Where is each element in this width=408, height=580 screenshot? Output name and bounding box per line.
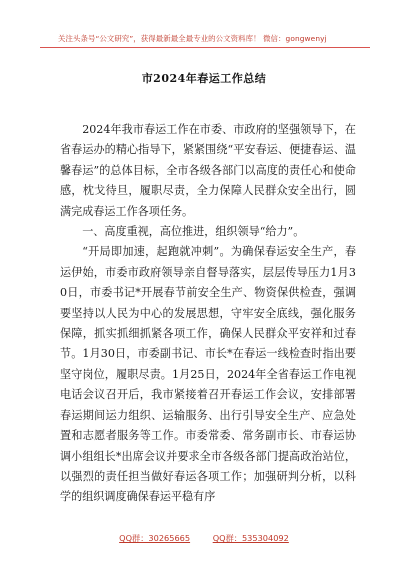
- qq-group-link-2[interactable]: QQ群：535304092: [212, 533, 289, 543]
- document-body: [60, 120, 356, 508]
- footer-contacts: [0, 533, 408, 544]
- paragraph-content: “开局即加速，起跑就冲刺”。为确保春运安全生产，春运伊始，市委市政府领导亲自督导落实，层层传导压力1月30日，市委书记*开展春节前安全生产、物资保供检查，强调要坚持以人民为中心的发展思想，守牢安全底线，强化服务保障，抓实抓细抓紧各项工作，确保人民群众平安祥和过春节。1月30日，市委副书记、市长*在春运一线检查时指出要坚守岗位，履职尽责。1月25日，2024年全省春运工作电视电话会议召开后，我市紧接着召开春运工作会议，安排部署春运期间运力组织、运输服务、出行引导安全生产、应急处置和志愿者服务等工作。市委常委、常务副市长、市春运协调小组组长*出席会议并要求全市各级各部门提高政治站位，以强烈的责任担当做好春运各项工作；加强研判分析，以科学的组织调度确保春运平稳有序: [60, 245, 356, 504]
- paragraph-intro: 2024年我市春运工作在市委、市政府的坚强领导下，在省春运办的精心指导下，紧紧围绕“平安春运、便捷春运、温馨春运”的总体目标，全市各级各部门以高度的责任心和使命感，枕戈待旦，履职尽责，全力保障人民群众安全出行，圆满完成春运工作各项任务。: [60, 123, 356, 218]
- header-divider: [40, 47, 370, 48]
- document-title: 市2024年春运工作总结: [141, 72, 267, 85]
- paragraph-section-heading: 一、高度重视，高位推进，组织领导“给力”。: [82, 225, 305, 239]
- header-banner[interactable]: 关注头条号“公文研究”，获得最新最全最专业的公文资料库！ 微信：gongwenyj: [58, 34, 327, 43]
- qq-group-link-1[interactable]: QQ群：30265665: [119, 533, 191, 543]
